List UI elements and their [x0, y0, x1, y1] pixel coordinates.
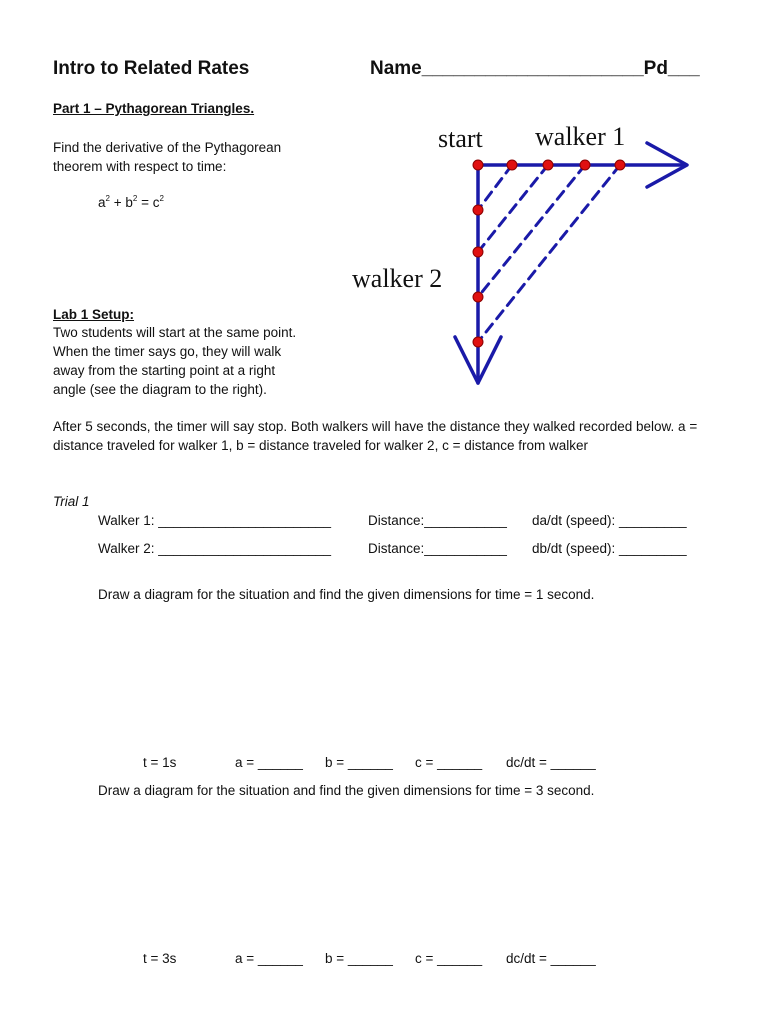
- part1-heading: Part 1 – Pythagorean Triangles.: [53, 101, 255, 116]
- hypotenuse-line-4: [478, 165, 620, 342]
- lab-heading: Lab 1 Setup:: [53, 307, 135, 322]
- name-period-field[interactable]: Name_____________________Pd___: [370, 58, 700, 79]
- walker2-label: walker 2: [352, 264, 443, 293]
- start-dot: [473, 160, 483, 170]
- walker1-distance-field[interactable]: Distance:___________: [368, 513, 507, 528]
- prompt-2-text: Draw a diagram for the situation and find the given dimensions for time = 3 second.: [98, 783, 595, 798]
- walker1-speed-field[interactable]: da/dt (speed): _________: [532, 513, 687, 528]
- part1-instruction-line-2: theorem with respect to time:: [53, 159, 227, 174]
- lab-line-2: When the timer says go, they will walk: [53, 344, 282, 359]
- prompt-2-dcdt-field[interactable]: dc/dt = ______: [506, 951, 596, 966]
- walker1-dot-2: [543, 160, 553, 170]
- part1-instruction-line-1: Find the derivative of the Pythagorean: [53, 140, 282, 155]
- walker1-label: walker 1: [535, 122, 626, 151]
- pythagorean-equation: $a^2 + b^2 = c^2$: [98, 194, 164, 210]
- prompt-2-time: t = 3s: [143, 951, 177, 966]
- walker2-dot-1: [473, 205, 483, 215]
- walker1-dot-3: [580, 160, 590, 170]
- prompt-2-b-field[interactable]: b = ______: [325, 951, 393, 966]
- trial-label: Trial 1: [53, 494, 90, 509]
- walker2-dot-2: [473, 247, 483, 257]
- walker1-dot-4: [615, 160, 625, 170]
- walker1-dot-1: [507, 160, 517, 170]
- hypotenuse-line-2: [478, 165, 548, 252]
- prompt-1-dcdt-field[interactable]: dc/dt = ______: [506, 755, 596, 770]
- prompt-1-text: Draw a diagram for the situation and find the given dimensions for time = 1 second.: [98, 587, 595, 602]
- lab-after-paragraph: After 5 seconds, the timer will say stop. Both walkers will have the distance they walked recorded below. a = distance traveled for walker 1, b = distance traveled for walker 2, c = distance from walker: [53, 419, 698, 453]
- prompt-1-b-field[interactable]: b = ______: [325, 755, 393, 770]
- walker1-field[interactable]: Walker 1: _______________________: [98, 513, 331, 528]
- hypotenuse-line-1: [478, 165, 512, 210]
- prompt-2-a-field[interactable]: a = ______: [235, 951, 303, 966]
- prompt-2-c-field[interactable]: c = ______: [415, 951, 483, 966]
- walker2-dot-3: [473, 292, 483, 302]
- prompt-1-time: t = 1s: [143, 755, 177, 770]
- prompt-1-c-field[interactable]: c = ______: [415, 755, 483, 770]
- lab-line-3: away from the starting point at a right: [53, 363, 276, 378]
- start-label: start: [438, 124, 483, 153]
- lab-line-4: angle (see the diagram to the right).: [53, 382, 267, 397]
- walker2-dot-4: [473, 337, 483, 347]
- prompt-1-a-field[interactable]: a = ______: [235, 755, 303, 770]
- walker2-distance-field[interactable]: Distance:___________: [368, 541, 507, 556]
- page-title: Intro to Related Rates: [53, 58, 250, 79]
- walker-diagram: [345, 115, 705, 395]
- walker2-speed-field[interactable]: db/dt (speed): _________: [532, 541, 687, 556]
- walker2-field[interactable]: Walker 2: _______________________: [98, 541, 331, 556]
- lab-line-1: Two students will start at the same point.: [53, 325, 297, 340]
